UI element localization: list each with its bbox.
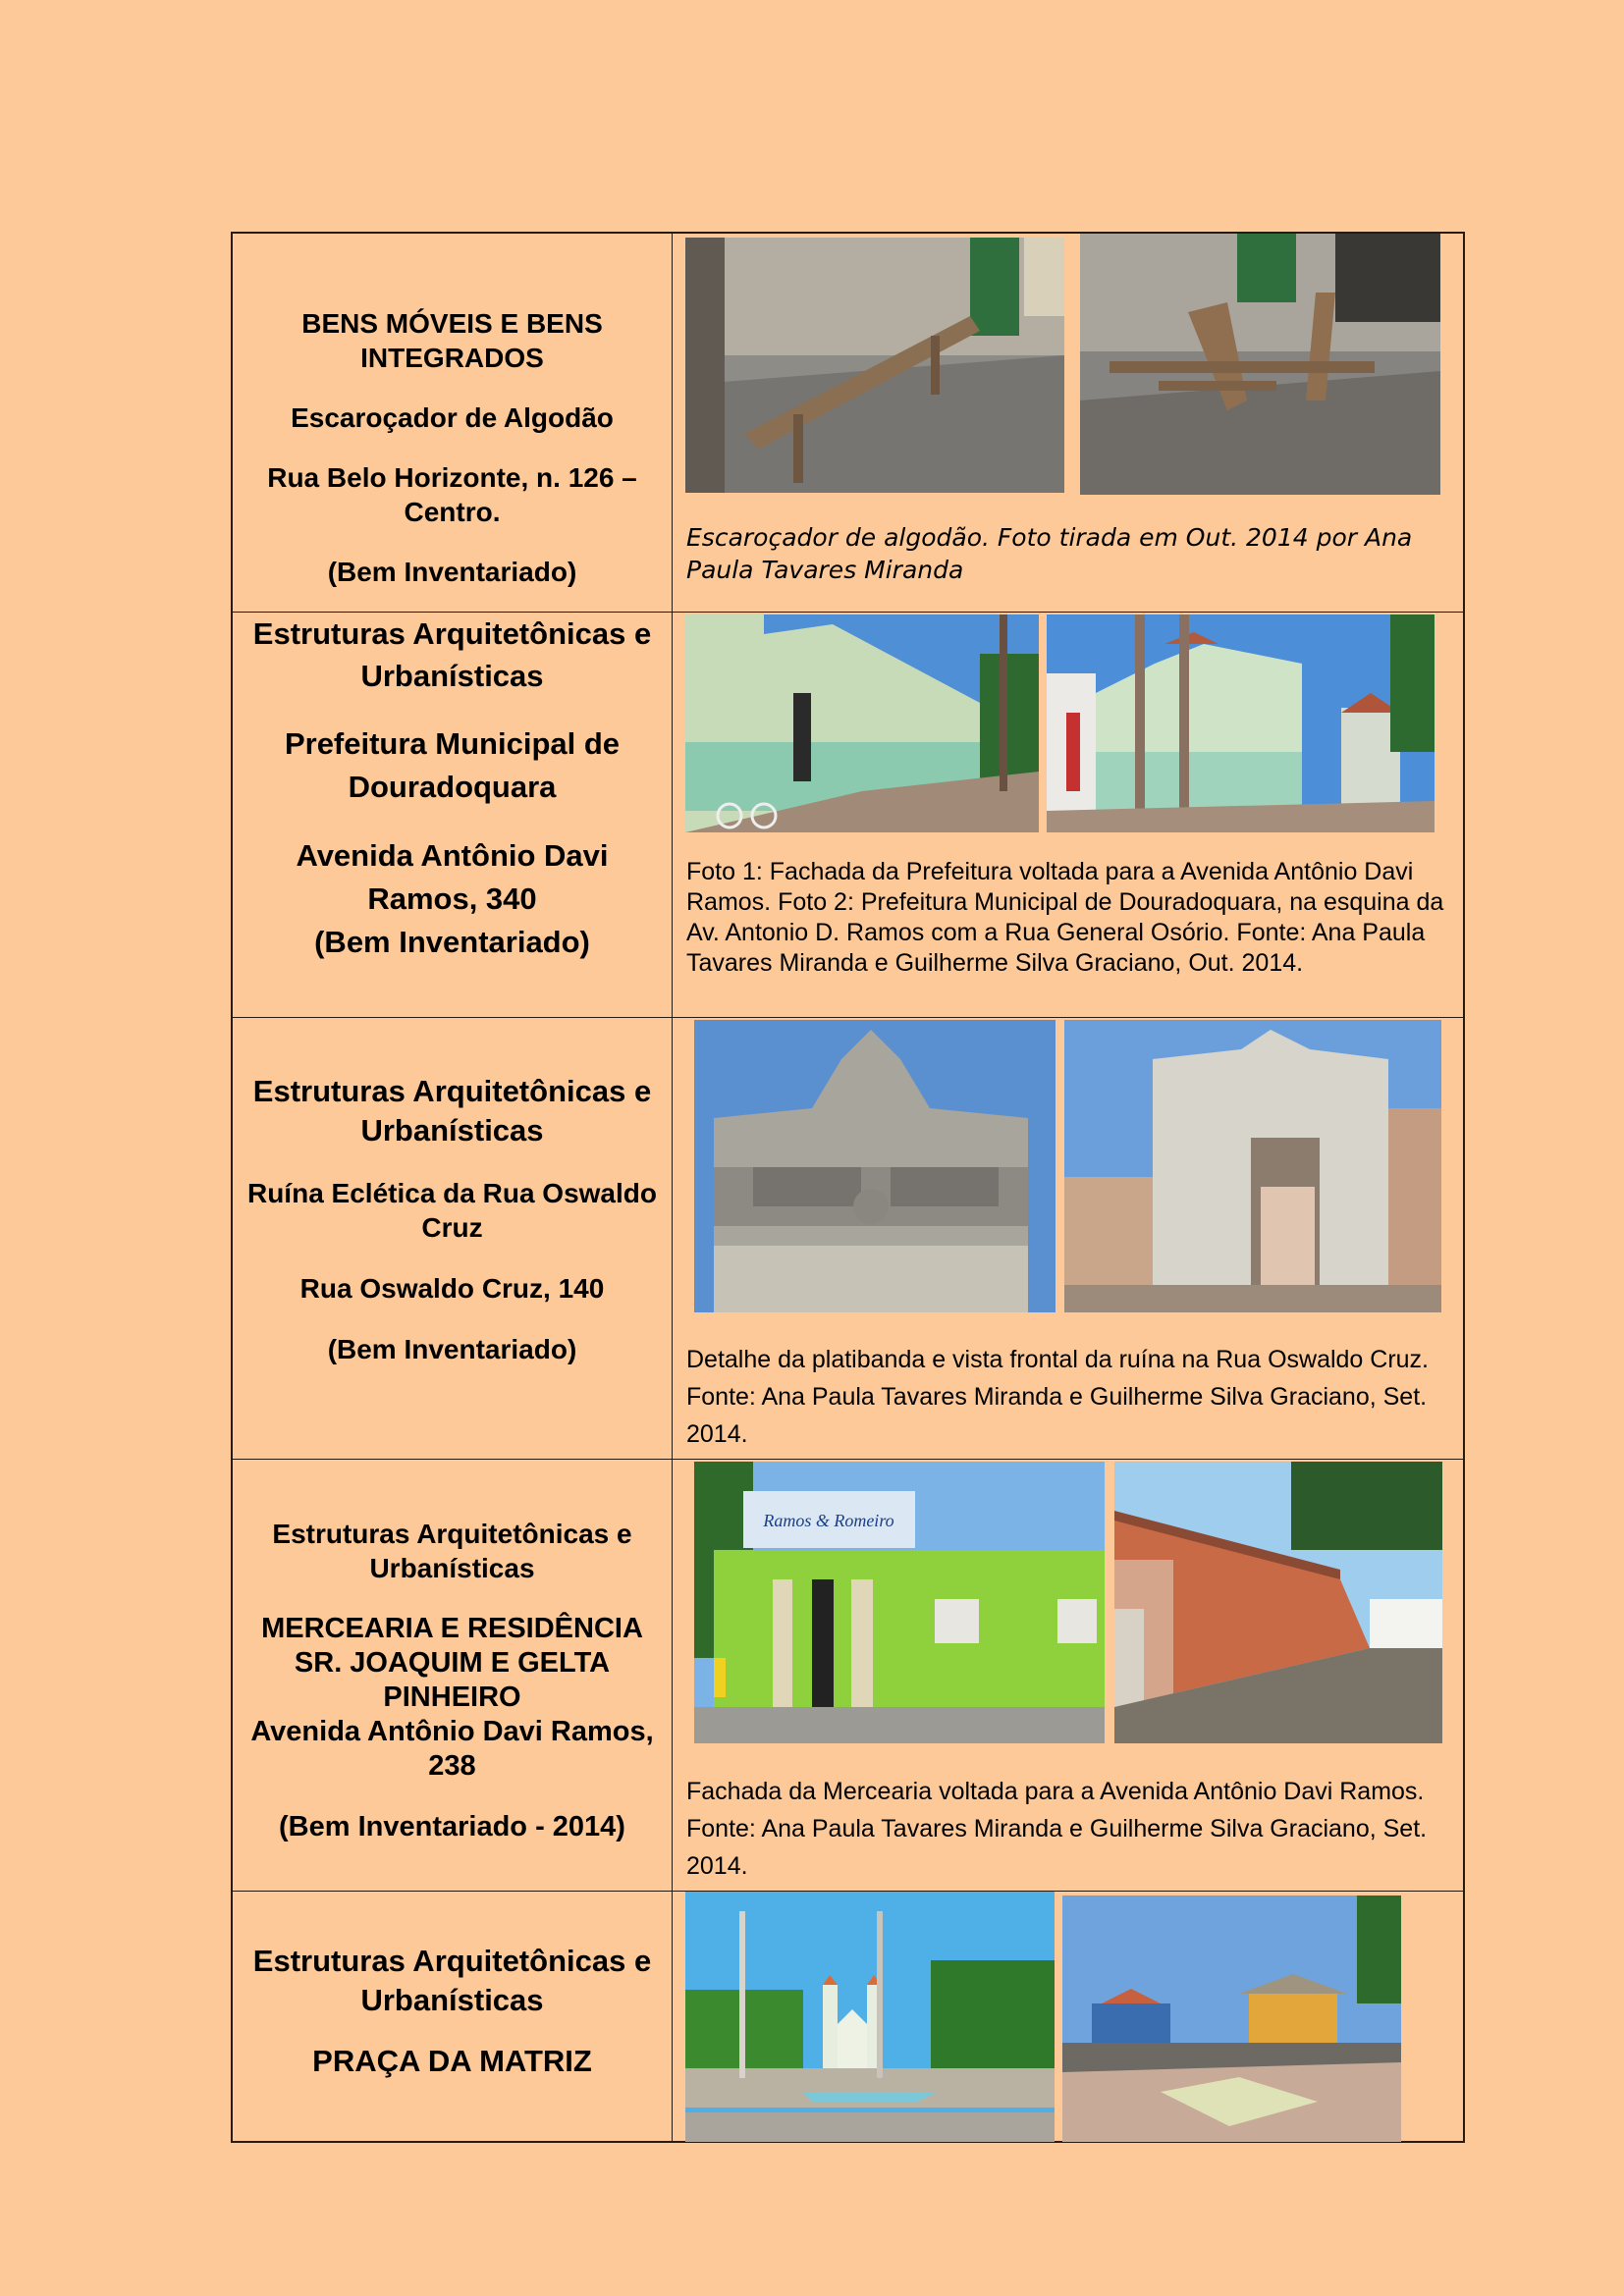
category-label: Estruturas Arquitetônicas e Urbanísticas xyxy=(252,1944,652,2017)
praca-photo-2 xyxy=(1062,1896,1401,2142)
table-row xyxy=(233,612,1463,1017)
category-label: Estruturas Arquitetônicas e Urbanísticas xyxy=(272,1518,632,1583)
photo-caption: Escaroçador de algodão. Foto tirada em Out. 2014 por Ana Paula Tavares Miranda xyxy=(686,523,1413,584)
shop-sign-text: Ramos & Romeiro xyxy=(763,1511,894,1530)
item-name: Escaroçador de Algodão xyxy=(291,401,614,433)
row-description xyxy=(233,1460,673,1891)
item-address: Rua Belo Horizonte, n. 126 – Centro. xyxy=(267,461,637,527)
ruina-photo-2 xyxy=(1064,1020,1441,1312)
escarocador-photo-2 xyxy=(1080,234,1440,495)
item-status: (Bem Inventariado) xyxy=(327,556,577,587)
escarocador-photo-1 xyxy=(685,238,1064,493)
row-description xyxy=(233,613,673,1017)
prefeitura-photo-2 xyxy=(1047,614,1435,832)
item-address: Avenida Antônio Davi Ramos, 340 xyxy=(296,838,609,916)
table-row xyxy=(233,1891,1463,2141)
item-status: (Bem Inventariado) xyxy=(327,1333,577,1364)
row-photos xyxy=(673,1460,1463,1891)
table-row xyxy=(233,234,1463,612)
ruina-photo-1 xyxy=(694,1020,1056,1312)
item-name: Ruína Eclética da Rua Oswaldo Cruz xyxy=(246,1177,657,1243)
table-row xyxy=(233,1017,1463,1459)
item-status: (Bem Inventariado) xyxy=(314,925,590,959)
prefeitura-photo-1 xyxy=(685,614,1039,832)
row-photos xyxy=(673,1892,1463,2141)
row-photos xyxy=(673,1018,1463,1459)
heritage-table xyxy=(231,232,1465,2143)
row-description xyxy=(233,234,673,612)
photo-caption: Fachada da Mercearia voltada para a Avenida Antônio Davi Ramos. Fonte: Ana Paula Tavares Miranda e Guilherme Silva Graciano, Set. 2014. xyxy=(686,1778,1428,1880)
praca-photo-1 xyxy=(685,1892,1055,2142)
item-name: MERCEARIA E RESIDÊNCIA SR. JOAQUIM E GELTA PINHEIRO xyxy=(261,1612,643,1713)
category-label: Estruturas Arquitetônicas e Urbanísticas xyxy=(252,1073,652,1148)
item-address: Avenida Antônio Davi Ramos, 238 xyxy=(250,1715,654,1782)
item-status: (Bem Inventariado - 2014) xyxy=(279,1810,625,1842)
photo-caption: Detalhe da platibanda e vista frontal da ruína na Rua Oswaldo Cruz. Fonte: Ana Paula Tavares Miranda e Guilherme Silva Graciano, Set. 2014. xyxy=(686,1346,1430,1448)
item-name: Prefeitura Municipal de Douradoquara xyxy=(284,726,621,804)
category-label: Estruturas Arquitetônicas e Urbanísticas xyxy=(252,616,652,693)
row-photos xyxy=(673,613,1463,1017)
table-row xyxy=(233,1459,1463,1891)
row-photos xyxy=(673,234,1463,612)
photo-caption: Foto 1: Fachada da Prefeitura voltada para a Avenida Antônio Davi Ramos. Foto 2: Prefeitura Municipal de Douradoquara, na esquina da Av. Antonio D. Ramos com a Rua General Osório. Fonte: Ana Paula Tavares Miranda e Guilherme Silva Graciano, Out. 2014. xyxy=(686,858,1444,977)
mercearia-photo-2 xyxy=(1114,1462,1442,1743)
row-description xyxy=(233,1018,673,1459)
item-address: Rua Oswaldo Cruz, 140 xyxy=(299,1272,605,1304)
row-description xyxy=(233,1892,673,2141)
mercearia-photo-1 xyxy=(694,1462,1105,1743)
category-label: BENS MÓVEIS E BENS INTEGRADOS xyxy=(301,307,603,373)
item-name: PRAÇA DA MATRIZ xyxy=(312,2044,592,2078)
